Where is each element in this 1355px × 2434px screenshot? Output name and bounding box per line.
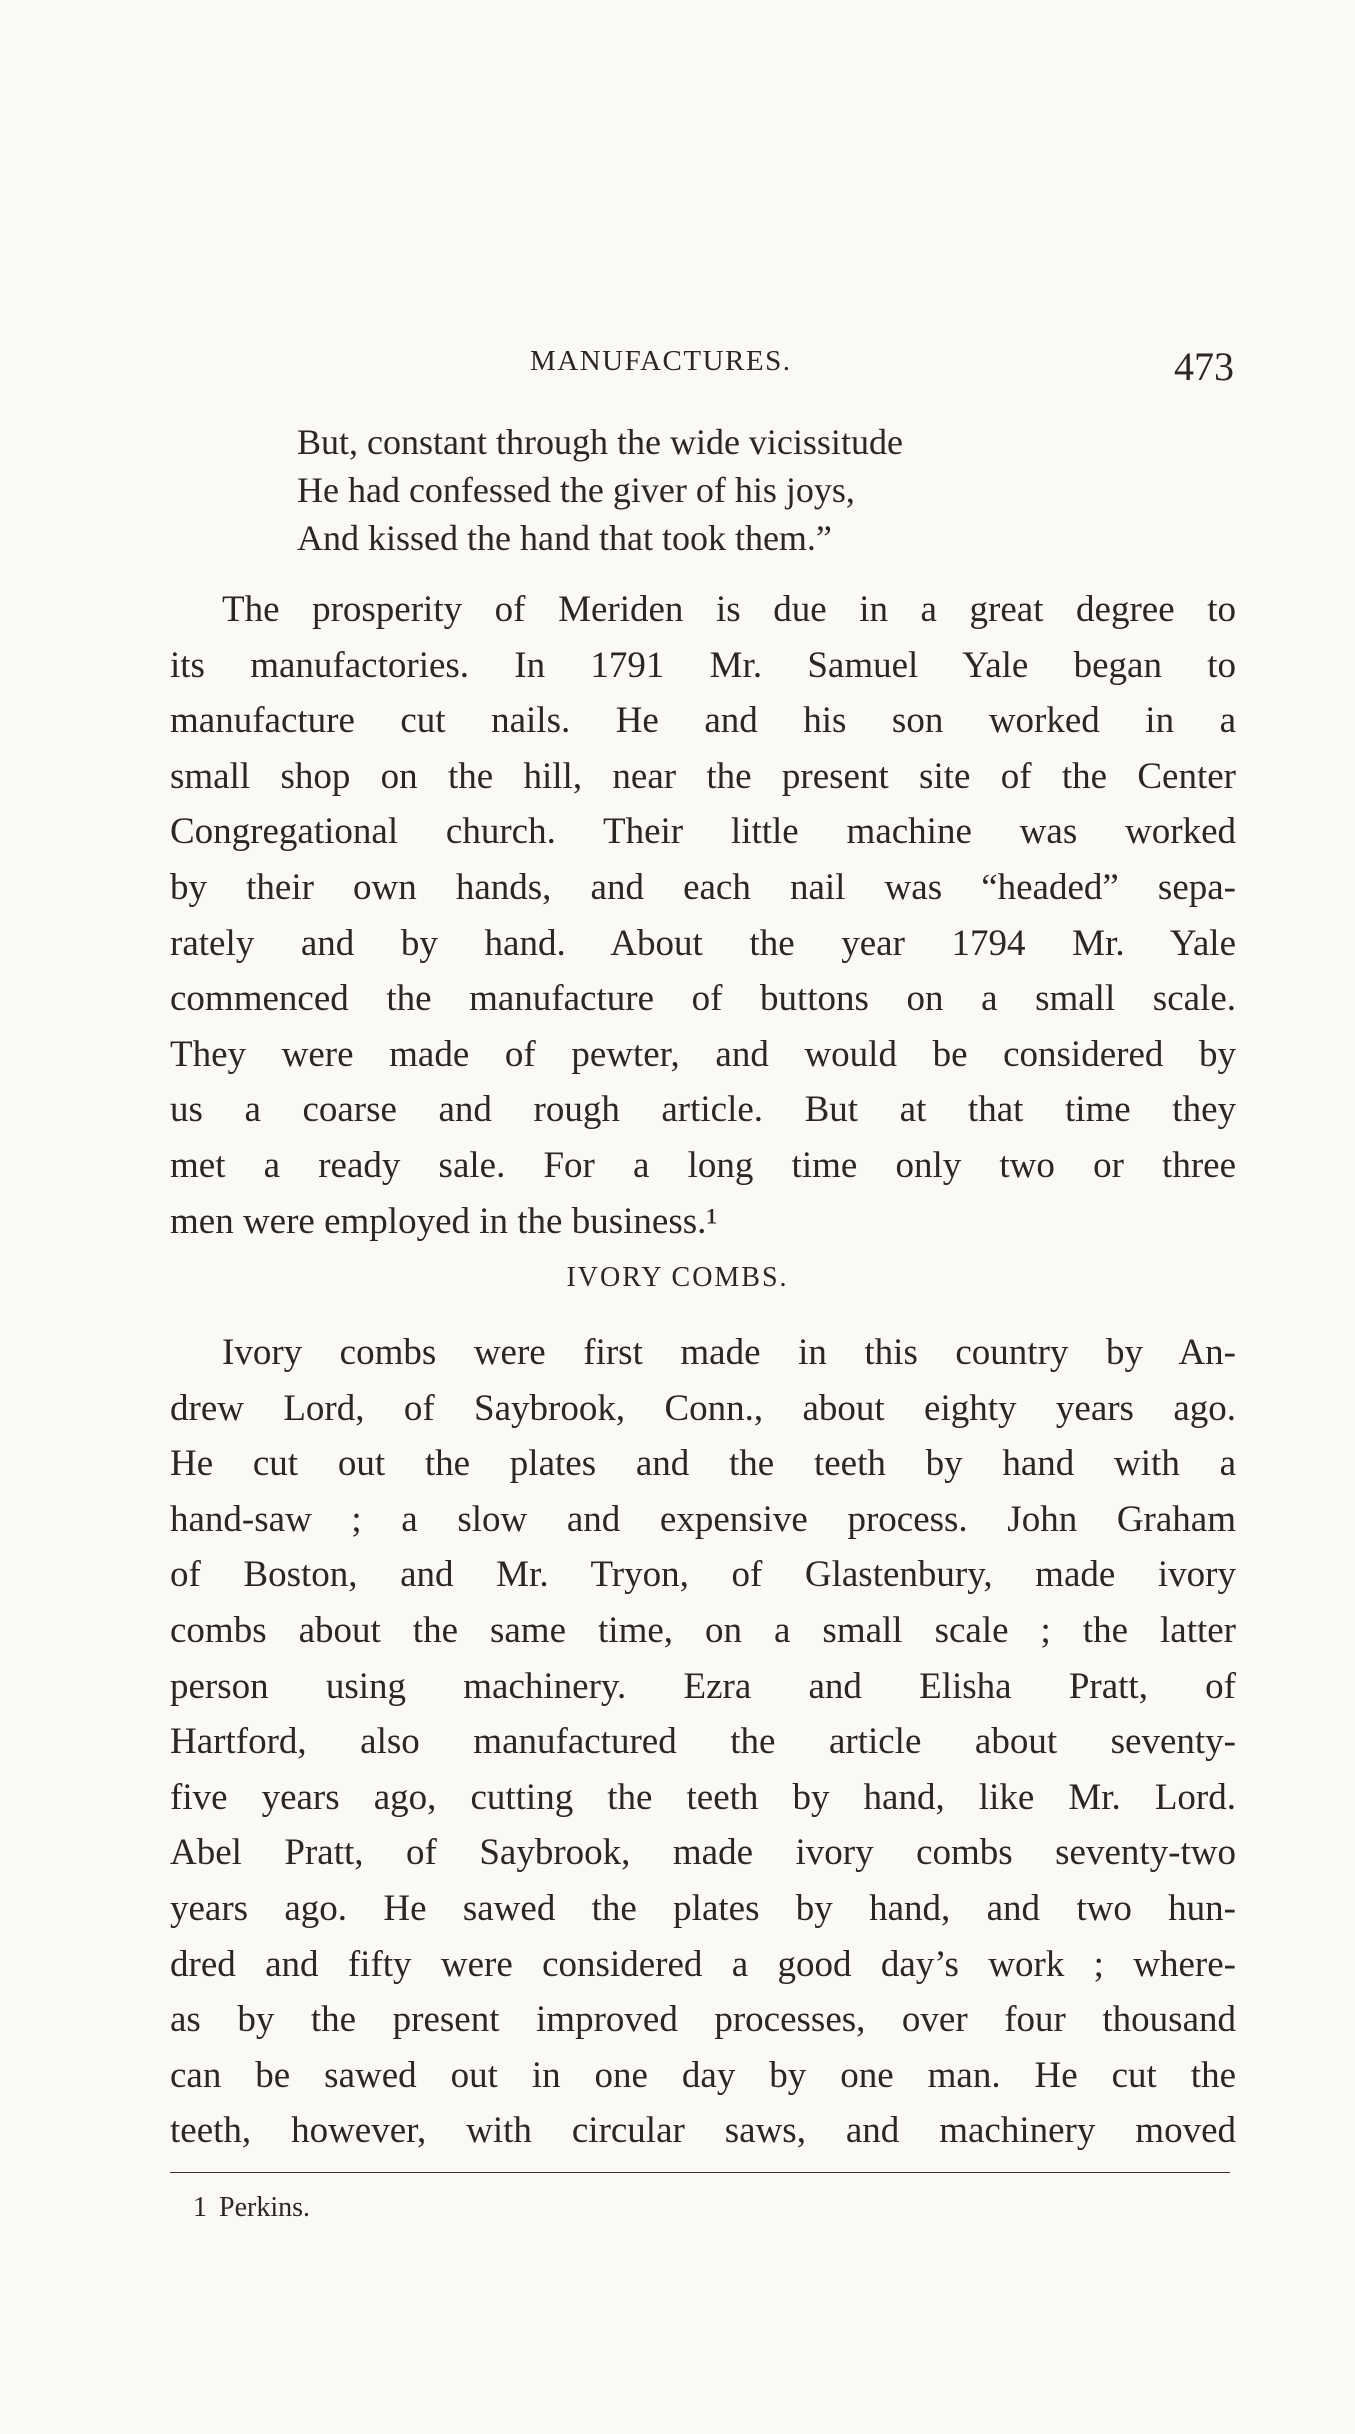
text-line: Congregational church. Their little machine was worked bbox=[170, 811, 1236, 853]
text-line: They were made of pewter, and would be considered by bbox=[170, 1033, 1236, 1075]
running-head-title: MANUFACTURES. bbox=[530, 345, 792, 377]
text-line: manufacture cut nails. He and his son worked in a bbox=[170, 700, 1236, 742]
text-line: years ago. He sawed the plates by hand, and two hun- bbox=[170, 1887, 1236, 1929]
text-line: person using machinery. Ezra and Elisha Pratt, of bbox=[170, 1665, 1236, 1707]
text-line: us a coarse and rough article. But at that time they bbox=[170, 1089, 1236, 1131]
running-head bbox=[170, 335, 1250, 395]
verse-line: But, constant through the wide vicissitude bbox=[297, 422, 903, 462]
text-line: hand-saw ; a slow and expensive process. John Graham bbox=[170, 1498, 1236, 1540]
text-line: commenced the manufacture of buttons on a small scale. bbox=[170, 978, 1236, 1020]
paragraph-meriden-prosperity bbox=[170, 582, 1236, 1249]
footnote-text: Perkins. bbox=[219, 2192, 310, 2223]
text-line: Abel Pratt, of Saybrook, made ivory combs seventy-two bbox=[170, 1832, 1236, 1874]
text-line: The prosperity of Meriden is due in a great degree to bbox=[222, 589, 1236, 630]
text-line: He cut out the plates and the teeth by hand with a bbox=[170, 1443, 1236, 1485]
text-line: by their own hands, and each nail was “headed” sepa- bbox=[170, 866, 1236, 908]
text-line: of Boston, and Mr. Tryon, of Glastenbury, made ivory bbox=[170, 1554, 1236, 1596]
text-line: men were employed in the business.¹ bbox=[170, 1200, 718, 1242]
text-line: dred and fifty were considered a good day’s work ; where- bbox=[170, 1943, 1236, 1985]
paragraph-ivory-combs bbox=[170, 1325, 1236, 2159]
text-line: its manufactories. In 1791 Mr. Samuel Yale began to bbox=[170, 644, 1236, 686]
text-line: Ivory combs were first made in this country by An- bbox=[222, 1332, 1236, 1373]
text-line: combs about the same time, on a small scale ; the latter bbox=[170, 1609, 1236, 1651]
text-line: can be sawed out in one day by one man. He cut the bbox=[170, 2054, 1236, 2096]
text-line: Hartford, also manufactured the article about seventy- bbox=[170, 1721, 1236, 1763]
footnote-number: 1 bbox=[193, 2192, 207, 2223]
text-line: met a ready sale. For a long time only two or three bbox=[170, 1144, 1236, 1186]
verse-line: And kissed the hand that took them.” bbox=[297, 518, 832, 558]
verse-quotation bbox=[297, 418, 903, 562]
text-line: teeth, however, with circular saws, and machinery moved bbox=[170, 2110, 1236, 2152]
text-line: five years ago, cutting the teeth by hand, like Mr. Lord. bbox=[170, 1776, 1236, 1818]
text-line: drew Lord, of Saybrook, Conn., about eighty years ago. bbox=[170, 1387, 1236, 1429]
page-number: 473 bbox=[1174, 344, 1234, 389]
text-line: as by the present improved processes, over four thousand bbox=[170, 1999, 1236, 2041]
verse-line: He had confessed the giver of his joys, bbox=[297, 470, 855, 510]
text-line: small shop on the hill, near the present site of the Center bbox=[170, 755, 1236, 797]
footnote-divider bbox=[170, 2172, 1230, 2173]
section-heading-ivory-combs: IVORY COMBS. bbox=[566, 1262, 789, 1293]
text-line: rately and by hand. About the year 1794 Mr. Yale bbox=[170, 922, 1236, 964]
footnote bbox=[193, 2192, 310, 2224]
